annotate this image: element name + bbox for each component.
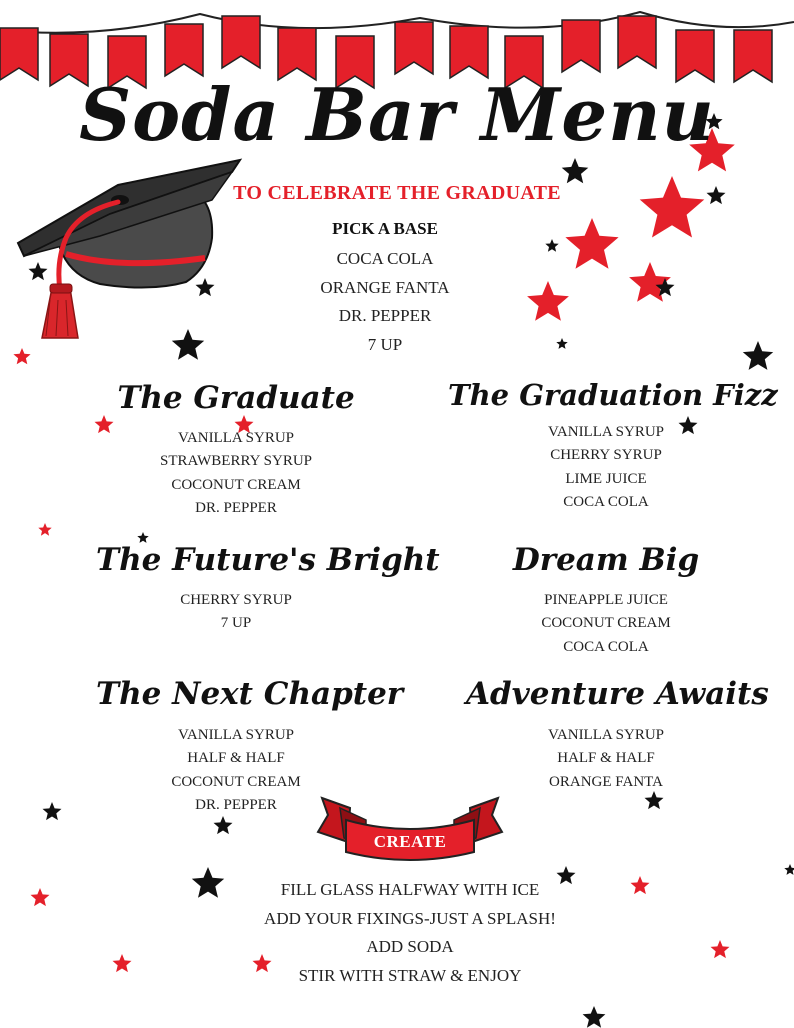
drink-name: Adventure Awaits	[466, 676, 769, 712]
step: ADD SODA	[366, 937, 454, 956]
pennant	[395, 22, 433, 74]
star-icon	[172, 329, 204, 360]
ingredient: CHERRY SYRUP	[550, 447, 662, 464]
drink-ingredients	[486, 724, 726, 794]
pennant	[618, 16, 656, 68]
star-icon	[13, 348, 30, 364]
star-icon	[565, 218, 618, 269]
ingredient: VANILLA SYRUP	[548, 727, 664, 743]
star-icon	[43, 802, 62, 820]
star-icon	[562, 158, 589, 183]
star-icon	[707, 186, 726, 204]
ingredient: VANILLA SYRUP	[178, 430, 294, 446]
star-icon	[556, 338, 567, 349]
base-item: DR. PEPPER	[338, 306, 432, 325]
step: STIR WITH STRAW & ENJOY	[298, 965, 522, 985]
star-icon	[743, 341, 773, 370]
star-icon	[583, 1006, 606, 1028]
ingredient: CHERRY SYRUP	[180, 592, 292, 608]
drink-ingredients	[116, 724, 356, 817]
ingredient: PINEAPPLE JUICE	[544, 592, 668, 608]
ingredient: STRAWBERRY SYRUP	[159, 453, 313, 470]
pennant	[222, 16, 260, 68]
ingredient: HALF & HALF	[557, 750, 655, 767]
star-icon	[113, 954, 132, 972]
ingredient: COCONUT CREAM	[171, 476, 301, 493]
star-icon	[214, 816, 233, 834]
star-icon	[711, 940, 730, 958]
star-icon	[95, 415, 114, 433]
drink-ingredients	[486, 421, 726, 514]
ingredient: VANILLA SYRUP	[548, 424, 664, 440]
base-heading: PICK A BASE	[332, 219, 438, 238]
star-icon	[631, 876, 650, 894]
star-icon	[38, 523, 51, 536]
ingredient: ORANGE FANTA	[549, 773, 663, 790]
ingredient: COCA COLA	[563, 638, 649, 655]
create-label: CREATE	[373, 832, 447, 851]
base-item: 7 UP	[367, 334, 403, 354]
ingredient: VANILLA SYRUP	[178, 727, 294, 743]
drink-name: The Next Chapter	[96, 676, 404, 712]
drink-name: The Future's Bright	[96, 542, 440, 578]
create-steps	[200, 876, 620, 990]
ingredient: HALF & HALF	[187, 750, 285, 767]
drink-name: The Graduate	[117, 380, 355, 416]
menu-title: Soda Bar Menu	[79, 72, 715, 157]
ingredient: LIME JUICE	[565, 470, 647, 487]
pennant	[450, 26, 488, 78]
star-icon	[29, 262, 48, 280]
pennant	[165, 24, 203, 76]
drink-name: Dream Big	[512, 542, 700, 578]
base-list	[270, 245, 500, 359]
menu-subtitle: TO CELEBRATE THE GRADUATE	[233, 182, 561, 204]
drink-ingredients	[116, 427, 356, 520]
ingredient: DR. PEPPER	[195, 499, 277, 516]
star-icon	[196, 278, 215, 296]
ingredient: 7 UP	[220, 615, 252, 632]
star-icon	[784, 864, 794, 875]
base-item: ORANGE FANTA	[320, 277, 450, 297]
star-icon	[31, 888, 50, 906]
ingredient: COCONUT CREAM	[541, 615, 671, 632]
drink-ingredients	[486, 589, 726, 659]
ingredient: COCA COLA	[563, 493, 649, 510]
star-icon	[527, 281, 569, 321]
star-icon	[545, 239, 558, 252]
drink-ingredients	[116, 589, 356, 636]
step: ADD YOUR FIXINGS-JUST A SPLASH!	[264, 908, 556, 928]
graduation-cap-icon	[18, 160, 240, 338]
star-icon	[640, 176, 705, 238]
pennant	[562, 20, 600, 72]
step: FILL GLASS HALFWAY WITH ICE	[280, 880, 540, 899]
drink-name: The Graduation Fizz	[448, 378, 778, 412]
base-item: COCA COLA	[336, 249, 434, 268]
ingredient: DR. PEPPER	[195, 796, 277, 813]
ingredient: COCONUT CREAM	[171, 773, 301, 790]
